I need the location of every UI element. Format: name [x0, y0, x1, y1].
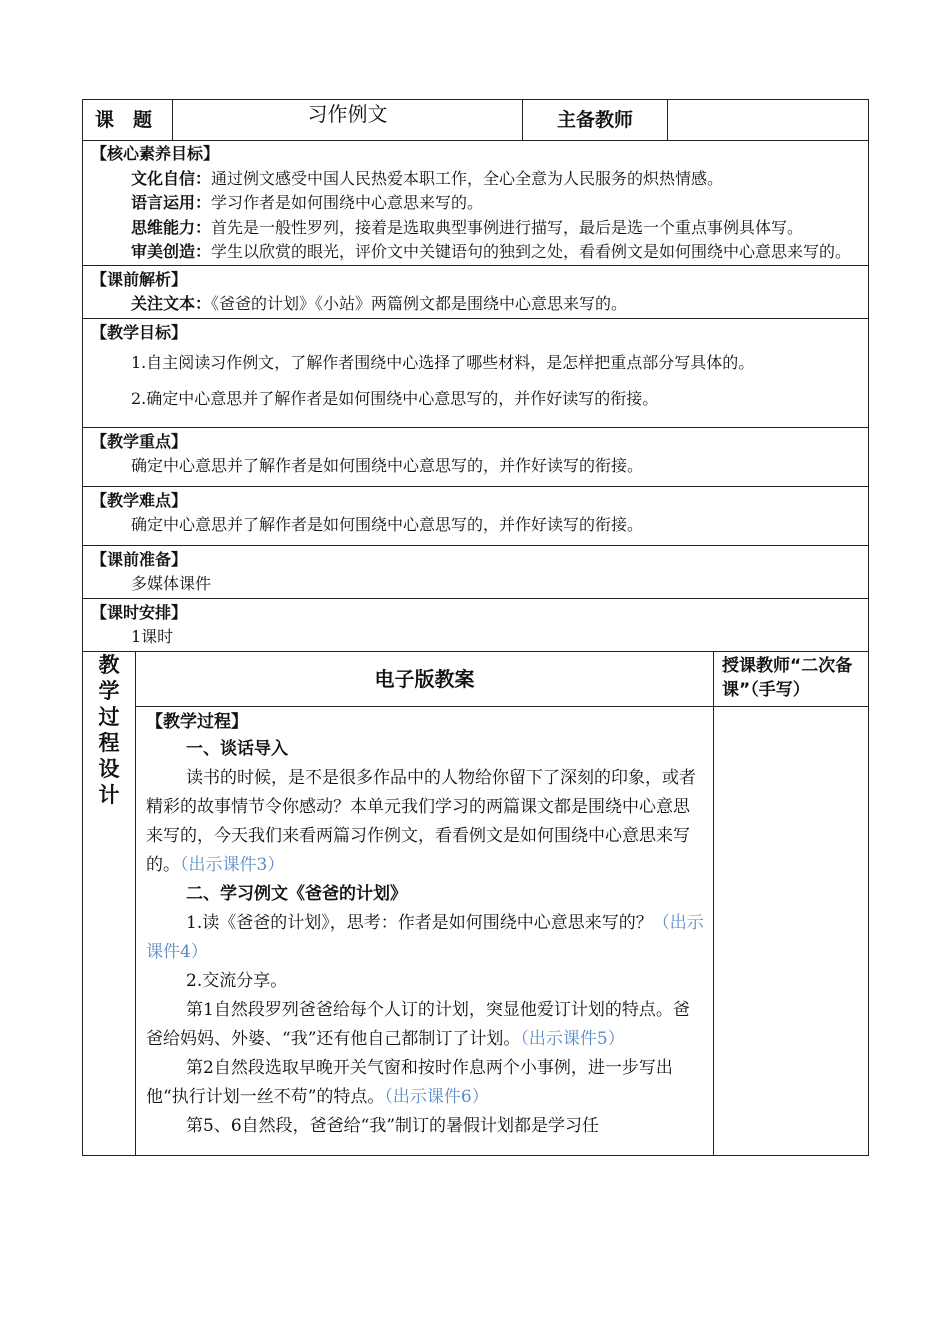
preparation-row — [83, 545, 869, 598]
courseware-link[interactable]: （出示课件5） — [520, 1028, 625, 1049]
process-paragraph: 读书的时候，是不是很多作品中的人物给你留下了深刻的印象，或者精彩的故事情节令你感动？本单元我们学习的两篇课文都是围绕中心意思来写的，今天我们来看两篇习作例文，看看例文是如何围绕中心意思来写的。（出示课件3） — [146, 767, 696, 875]
core-goals-row — [83, 141, 869, 266]
process-content-row — [83, 706, 869, 1155]
schedule-row — [83, 598, 869, 651]
core-goals-heading: 【核心素养目标】 — [91, 144, 220, 163]
teacher-value — [668, 100, 869, 141]
analysis-text: 关注文本：《爸爸的计划》《小站》两篇例文都是围绕中心意思来写的。 — [131, 293, 628, 313]
section-heading: 一、谈话导入 — [186, 738, 288, 759]
core-goal-item: 思维能力：首先是一般性罗列，接着是选取典型事例进行描写，最后是选一个重点事例具体写。 — [131, 217, 804, 237]
difficulty-heading: 【教学难点】 — [91, 490, 188, 510]
teacher-label: 主备教师 — [523, 100, 668, 141]
process-paragraph: 第5、6自然段，爸爸给“我”制订的暑假计划都是学习任 — [186, 1115, 600, 1136]
difficulty-text: 确定中心意思并了解作者是如何围绕中心意思写的，并作好读写的衔接。 — [131, 514, 644, 534]
process-paragraph: 第1自然段罗列爸爸给每个人订的计划，突显他爱订计划的特点。爸爸给妈妈、外婆、“我”还有他自己都制订了计划。（出示课件5） — [146, 999, 690, 1049]
difficulty-row — [83, 486, 869, 545]
process-paragraph: 1.读《爸爸的计划》，思考：作者是如何围绕中心意思来写的？（出示课件4） — [146, 912, 704, 962]
process-paragraph: 2.交流分享。 — [186, 970, 288, 991]
teaching-goals-heading: 【教学目标】 — [91, 322, 188, 342]
key-points-heading: 【教学重点】 — [91, 431, 188, 451]
teaching-goal-item: 2.确定中心意思并了解作者是如何围绕中心意思写的，并作好读写的衔接。 — [131, 388, 659, 408]
core-goal-item: 审美创造：学生以欣赏的眼光，评价文中关键语句的独到之处，看看例文是如何围绕中心意思来写的。 — [131, 242, 852, 261]
key-points-text: 确定中心意思并了解作者是如何围绕中心意思写的，并作好读写的衔接。 — [131, 455, 644, 475]
core-goal-item: 语言运用：学习作者是如何围绕中心意思来写的。 — [131, 193, 484, 212]
lesson-plan-document — [82, 99, 868, 1156]
header-row — [83, 100, 869, 141]
preparation-text: 多媒体课件 — [131, 573, 212, 593]
schedule-heading: 【课时安排】 — [91, 602, 188, 622]
courseware-link[interactable]: （出示课件3） — [180, 854, 285, 875]
process-side-label-text: 教学过程设计 — [98, 652, 120, 807]
courseware-link[interactable]: （出示课件6） — [384, 1086, 489, 1107]
schedule-text: 1课时 — [131, 626, 174, 646]
teaching-goal-item: 1.自主阅读习作例文，了解作者围绕中心选择了哪些材料，是怎样把重点部分写具体的。 — [131, 352, 755, 372]
handwritten-notes-area[interactable] — [714, 706, 869, 1155]
process-content — [136, 706, 714, 1155]
lesson-plan-table — [82, 99, 869, 1156]
analysis-heading: 【课前解析】 — [91, 269, 188, 289]
topic-value: 习作例文 — [173, 100, 523, 141]
process-heading: 【教学过程】 — [146, 711, 248, 732]
analysis-row — [83, 265, 869, 318]
process-header-row — [83, 651, 869, 706]
courseware-link[interactable]: （出示课件4） — [146, 912, 704, 962]
section-heading: 二、学习例文《爸爸的计划》 — [186, 883, 407, 904]
notes-column-heading: 授课教师“二次备课”（手写） — [714, 651, 869, 706]
core-goal-item: 文化自信：通过例文感受中国人民热爱本职工作，全心全意为人民服务的炽热情感。 — [131, 168, 724, 188]
process-paragraph: 第2自然段选取早晚开关气窗和按时作息两个小事例，进一步写出他“执行计划一丝不苟”的特点。（出示课件6） — [146, 1057, 673, 1107]
key-points-row — [83, 427, 869, 486]
preparation-heading: 【课前准备】 — [91, 549, 188, 569]
topic-label: 课 题 — [83, 100, 173, 141]
teaching-goals-row — [83, 318, 869, 427]
main-column-heading: 电子版教案 — [136, 651, 714, 706]
process-side-label — [83, 651, 136, 1155]
